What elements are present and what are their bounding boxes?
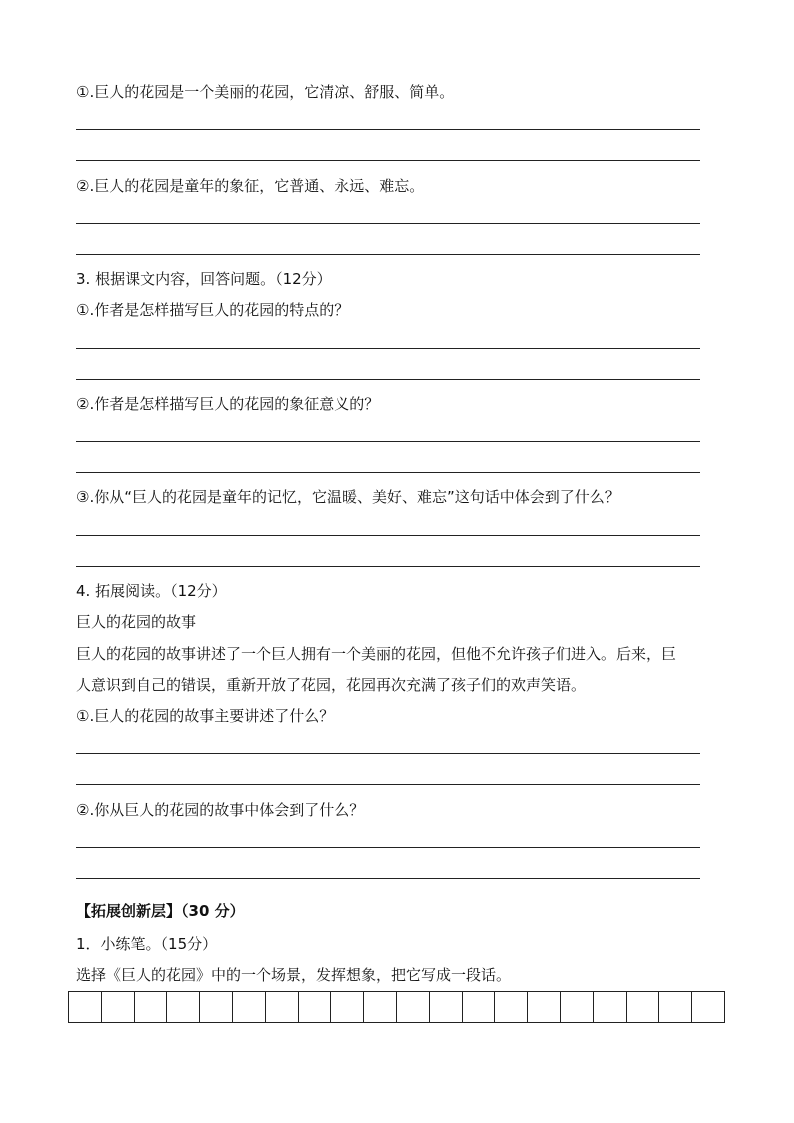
grid-cell[interactable] xyxy=(397,992,430,1022)
grid-cell[interactable] xyxy=(495,992,528,1022)
q4-sub1: ①.巨人的花园的故事主要讲述了什么？ xyxy=(76,707,335,725)
grid-cell[interactable] xyxy=(233,992,266,1022)
grid-cell[interactable] xyxy=(659,992,692,1022)
answer-line[interactable] xyxy=(76,847,700,848)
writing-grid[interactable] xyxy=(68,991,725,1023)
grid-cell[interactable] xyxy=(528,992,561,1022)
grid-cell[interactable] xyxy=(299,992,332,1022)
grid-cell[interactable] xyxy=(594,992,627,1022)
q4-sub2: ②.你从巨人的花园的故事中体会到了什么？ xyxy=(76,801,365,819)
grid-cell[interactable] xyxy=(102,992,135,1022)
grid-cell[interactable] xyxy=(266,992,299,1022)
answer-line[interactable] xyxy=(76,223,700,224)
question-3-heading: 3. 根据课文内容，回答问题。（12分） xyxy=(76,270,332,288)
passage-line-1: 巨人的花园的故事讲述了一个巨人拥有一个美丽的花园，但他不允许孩子们进入。后来，巨 xyxy=(76,645,677,663)
q2-item1: ①.巨人的花园是一个美丽的花园，它清凉、舒服、简单。 xyxy=(76,83,455,101)
answer-line[interactable] xyxy=(76,441,700,442)
question-1-heading: 1．小练笔。（15分） xyxy=(76,935,218,953)
question-4-heading: 4. 拓展阅读。（12分） xyxy=(76,582,227,600)
answer-line[interactable] xyxy=(76,566,700,567)
answer-line[interactable] xyxy=(76,160,700,161)
grid-cell[interactable] xyxy=(627,992,660,1022)
grid-cell[interactable] xyxy=(135,992,168,1022)
grid-cell[interactable] xyxy=(364,992,397,1022)
passage-line-2: 人意识到自己的错误，重新开放了花园，花园再次充满了孩子们的欢声笑语。 xyxy=(76,676,587,694)
grid-cell[interactable] xyxy=(561,992,594,1022)
answer-line[interactable] xyxy=(76,753,700,754)
q3-sub2: ②.作者是怎样描写巨人的花园的象征意义的？ xyxy=(76,395,380,413)
answer-line[interactable] xyxy=(76,472,700,473)
section-title: 【拓展创新层】（30 分） xyxy=(76,902,245,920)
grid-cell[interactable] xyxy=(692,992,724,1022)
passage-title: 巨人的花园的故事 xyxy=(76,613,197,631)
grid-cell[interactable] xyxy=(430,992,463,1022)
grid-cell[interactable] xyxy=(463,992,496,1022)
answer-line[interactable] xyxy=(76,348,700,349)
grid-cell[interactable] xyxy=(200,992,233,1022)
answer-line[interactable] xyxy=(76,254,700,255)
answer-line[interactable] xyxy=(76,878,700,879)
answer-line[interactable] xyxy=(76,784,700,785)
answer-line[interactable] xyxy=(76,379,700,380)
grid-cell[interactable] xyxy=(167,992,200,1022)
q3-sub1: ①.作者是怎样描写巨人的花园的特点的？ xyxy=(76,301,350,319)
q3-sub3: ③.你从“巨人的花园是童年的记忆，它温暖、美好、难忘”这句话中体会到了什么？ xyxy=(76,488,620,506)
answer-line[interactable] xyxy=(76,129,700,130)
grid-cell[interactable] xyxy=(69,992,102,1022)
writing-instruction: 选择《巨人的花园》中的一个场景，发挥想象，把它写成一段话。 xyxy=(76,966,512,984)
grid-cell[interactable] xyxy=(331,992,364,1022)
answer-line[interactable] xyxy=(76,535,700,536)
q2-item2: ②.巨人的花园是童年的象征，它普通、永远、难忘。 xyxy=(76,177,425,195)
